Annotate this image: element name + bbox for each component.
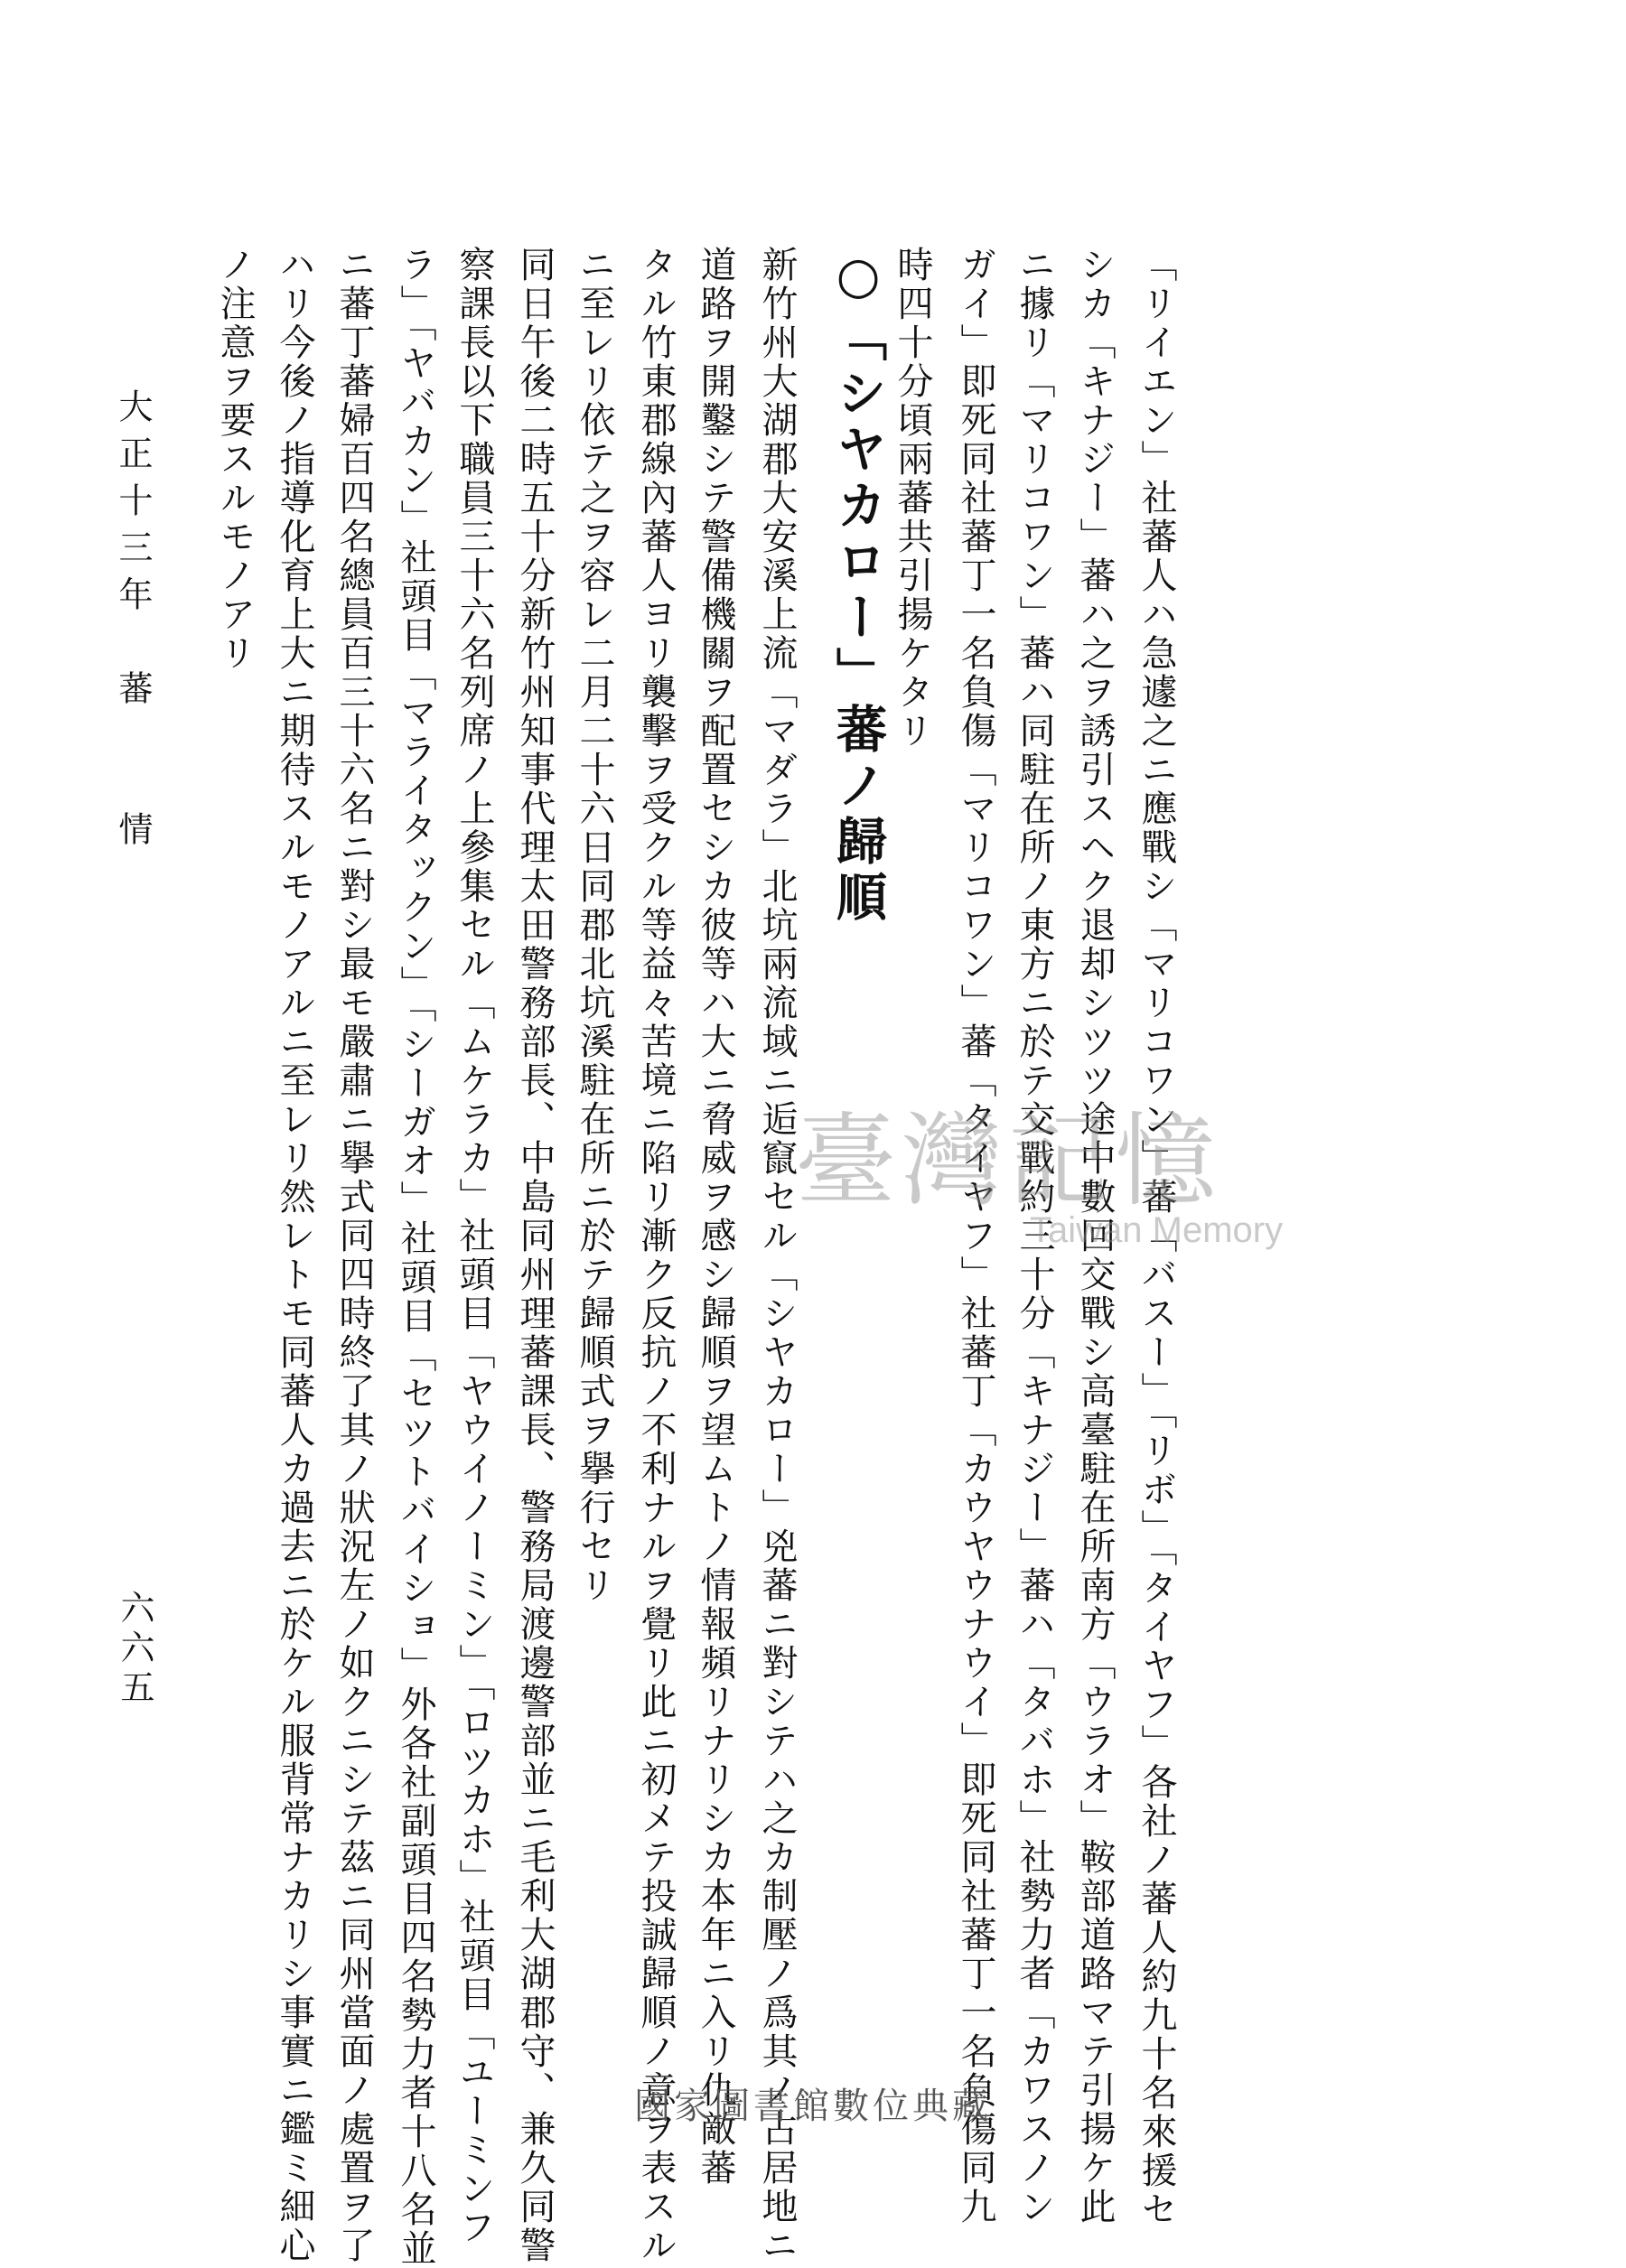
body-column-10: 同日午後二時五十分新竹州知事代理太田警務部長、中島同州理蕃課長、警務局渡邊警部並ニ毛利大湖郡守、兼久同警 (514, 246, 556, 2265)
watermark-title: 臺灣記憶 (795, 1103, 1221, 1220)
section-heading: ○「シヤカロー」蕃ノ歸順 (828, 246, 888, 927)
body-column-11: 察課長以下職員三十六名列席ノ上參集セル「ムケラカ」社頭目「ヤウイノーミン」「ロツカホ」社頭目「ユーミンフ (453, 246, 495, 2247)
body-column-14: ハリ今後ノ指導化育上大ニ期待スルモノアルニ至レリ然レトモ同蕃人カ過去ニ於ケル服背常ナカリシ事實ニ鑑ミ細心 (274, 246, 315, 2265)
body-column-7: 道路ヲ開鑿シテ警備機關ヲ配置セシカ彼等ハ大ニ脅威ヲ感シ歸順ヲ望ムトノ情報頻リナリシカ本年ニ入リ仇敵蕃 (695, 246, 736, 2188)
footer-credit: 國家圖書館數位典藏 (634, 2086, 992, 2127)
body-column-9: ニ至レリ依テ之ヲ容レ二月二十六日同郡北坑溪駐在所ニ於テ歸順式ヲ擧行セリ (574, 246, 615, 1605)
body-column-6: 新竹州大湖郡大安溪上流「マダラ」北坑兩流域ニ逅竄セル「シヤカロー」兇蕃ニ對シテハ之カ制壓ノ爲其ノ占居地ニ (756, 246, 798, 2265)
body-column-2: シカ「キナジー」蕃ハ之ヲ誘引スヘク退却シツツ途中數回交戰シ高臺駐在所南方「ウラオ」鞍部道路マテ引揚ケ此 (1074, 246, 1116, 2226)
body-column-3: ニ據リ「マリコワン」蕃ハ同駐在所ノ東方ニ於テ交戰約三十分「キナジー」蕃ハ「タバホ」社勢力者「カワスノン (1014, 246, 1055, 2226)
page-number: 六六五 (115, 1590, 154, 1709)
body-column-1: 「リイエン」社蕃人ハ急遽之ニ應戰シ「マリコワン」蕃「バスー」「リボ」「タイヤフ」各社ノ蕃人約九十名來援セ (1135, 246, 1177, 2229)
body-column-15: ノ注意ヲ要スルモノアリ (214, 246, 256, 673)
watermark-subtitle: Taiwan Memory (1030, 1210, 1284, 1250)
body-column-4: ガイ」即死同社蕃丁一名負傷「マリコワン」蕃「タイヤフ」社蕃丁「カウヤウナウイ」即死同社蕃丁一名負傷同九 (955, 246, 996, 2226)
body-column-13: ニ蕃丁蕃婦百四名總員百三十六名ニ對シ最モ嚴肅ニ擧式同四時終了其ノ狀況左ノ如クニシテ茲ニ同州當面ノ處置ヲ了 (333, 246, 375, 2265)
running-header: 大正十三年 蕃 情 (113, 388, 153, 858)
body-column-8: タル竹東郡線內蕃人ヨリ襲擊ヲ受クル等益々苦境ニ陷リ漸ク反抗ノ不利ナルヲ覺リ此ニ初メテ投誠歸順ノ意ヲ表スル (635, 246, 677, 2265)
watermark-logo (795, 1103, 1284, 1250)
body-column-12: ラ」「ヤバカン」社頭目「マライタックン」「シーガオ」社頭目「セツトバイショ」外各社副頭目四名勢力者十八名並 (395, 246, 436, 2268)
body-column-5: 時四十分頃兩蕃共引揚ケタリ (892, 246, 933, 751)
